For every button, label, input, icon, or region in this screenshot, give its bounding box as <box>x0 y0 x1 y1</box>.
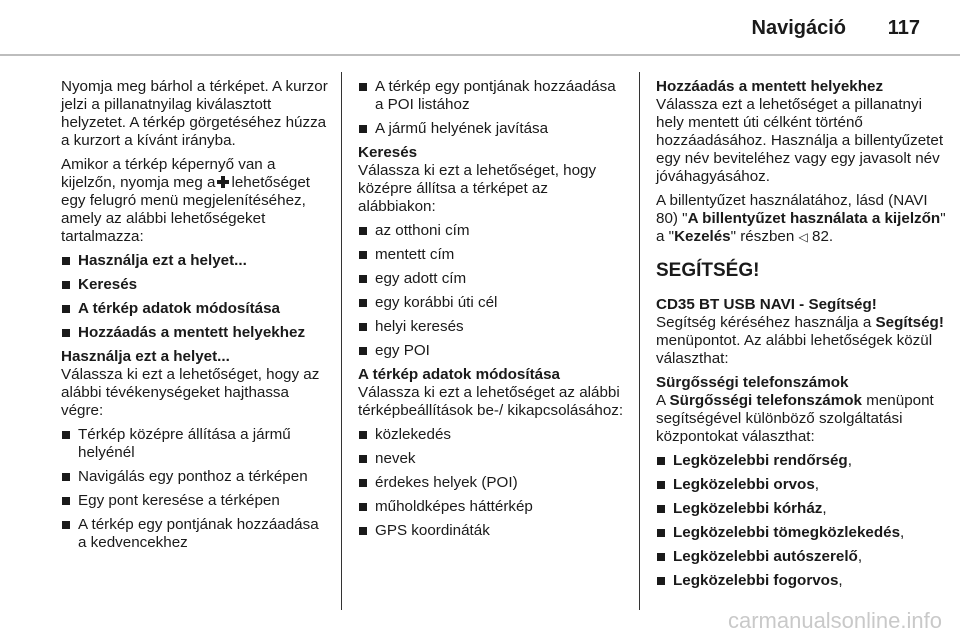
list-item: az otthoni cím <box>358 222 626 240</box>
list-item: Legközelebbi tömegközlekedés, <box>656 524 946 542</box>
page-number: 117 <box>887 17 920 39</box>
column-2 <box>358 78 626 546</box>
list-item: egy korábbi úti cél <box>358 294 626 312</box>
list-item: Keresés <box>61 276 331 294</box>
page-reference-icon: ◁ <box>798 230 808 244</box>
list-item: GPS koordináták <box>358 522 626 540</box>
list-item: egy POI <box>358 342 626 360</box>
list-item: mentett cím <box>358 246 626 264</box>
paragraph: Válassza ezt a lehetőséget a pillanatnyi hely mentett úti célként történő hozzáadásához. Használja a billentyűzetet egy név beviteléhez vagy egy javasolt név jóváhagyásához. <box>656 96 944 185</box>
list-item: Egy pont keresése a térképen <box>61 492 331 510</box>
list-item: A térkép adatok módosítása <box>61 300 331 318</box>
list-item: A térkép egy pontjának hozzáadása a kedvencekhez <box>61 516 331 552</box>
column-1 <box>61 78 331 558</box>
intro-paragraph: Nyomja meg bárhol a térképet. A kurzor jelzi a pillanatnyilag kiválasztott helyzetet. A térkép görgetéséhez húzza a kurzort a kívánt irányba. <box>61 78 328 149</box>
column-divider <box>639 72 640 610</box>
paragraph: Segítség kéréséhez használja a Segítség! menüpontot. Az alábbi lehetőségek közül választhat: <box>656 314 944 367</box>
paragraph: Válassza ki ezt a lehetőséget, hogy középre állítsa a térképet az alábbiakon: <box>358 162 597 215</box>
list-item: műholdképes háttérkép <box>358 498 626 516</box>
list-item: Legközelebbi orvos, <box>656 476 946 494</box>
list-item: Navigálás egy ponthoz a térképen <box>61 468 331 486</box>
list-item: egy adott cím <box>358 270 626 288</box>
page-header <box>0 0 960 58</box>
map-data-list <box>358 426 626 540</box>
column-3 <box>656 78 946 596</box>
paragraph: Válassza ki ezt a lehetőséget az alábbi térképbeállítások be-/ kikapcsolásához: <box>358 384 624 419</box>
keyboard-reference: A billentyűzet használatához, lásd (NAVI 80) "A billentyűzet használata a kijelzőn" a "Kezelés" részben ◁ 82. <box>656 192 946 245</box>
list-item: Legközelebbi rendőrség, <box>656 452 946 470</box>
section-title: Navigáció <box>751 17 846 39</box>
list-item: A jármű helyének javítása <box>358 120 626 138</box>
use-location-list-cont <box>358 78 626 138</box>
emergency-list <box>656 452 946 590</box>
subheading-help: CD35 BT USB NAVI - Segítség! <box>656 296 877 313</box>
list-item: Térkép középre állítása a jármű helyénél <box>61 426 331 462</box>
list-item: nevek <box>358 450 626 468</box>
search-list <box>358 222 626 360</box>
list-item: A térkép egy pontjának hozzáadása a POI listához <box>358 78 626 114</box>
section-heading-help: SEGÍTSÉG! <box>656 260 760 281</box>
subheading-search: Keresés <box>358 144 418 161</box>
list-item: Legközelebbi kórház, <box>656 500 946 518</box>
use-location-list <box>61 426 331 552</box>
list-item: Használja ezt a helyet... <box>61 252 331 270</box>
paragraph: A Sürgősségi telefonszámok menüpont segítségével különböző szolgáltatási központokat választhat: <box>656 392 934 445</box>
list-item: Legközelebbi fogorvos, <box>656 572 946 590</box>
column-divider <box>341 72 342 610</box>
subheading-emergency: Sürgősségi telefonszámok <box>656 374 849 391</box>
menu-options-list <box>61 252 331 342</box>
subheading-use-location: Használja ezt a helyet... <box>61 348 230 365</box>
list-item: közlekedés <box>358 426 626 444</box>
watermark: carmanualsonline.info <box>727 608 942 633</box>
subheading-map-data: A térkép adatok módosítása <box>358 366 560 383</box>
menu-intro-paragraph: Amikor a térkép képernyő van a kijelzőn, nyomja meg a lehetőséget egy felugró menü megjelenítéséhez, amely az alábbi lehetőségeket tartalmazza: <box>61 156 311 245</box>
subheading-add-saved: Hozzáadás a mentett helyekhez <box>656 78 884 95</box>
plus-icon <box>217 176 229 188</box>
list-item: érdekes helyek (POI) <box>358 474 626 492</box>
header-divider <box>0 54 960 56</box>
list-item: Legközelebbi autószerelő, <box>656 548 946 566</box>
list-item: helyi keresés <box>358 318 626 336</box>
paragraph: Válassza ki ezt a lehetőséget, hogy az alábbi tévékenységeket hajthassa végre: <box>61 366 320 419</box>
list-item: Hozzáadás a mentett helyekhez <box>61 324 331 342</box>
